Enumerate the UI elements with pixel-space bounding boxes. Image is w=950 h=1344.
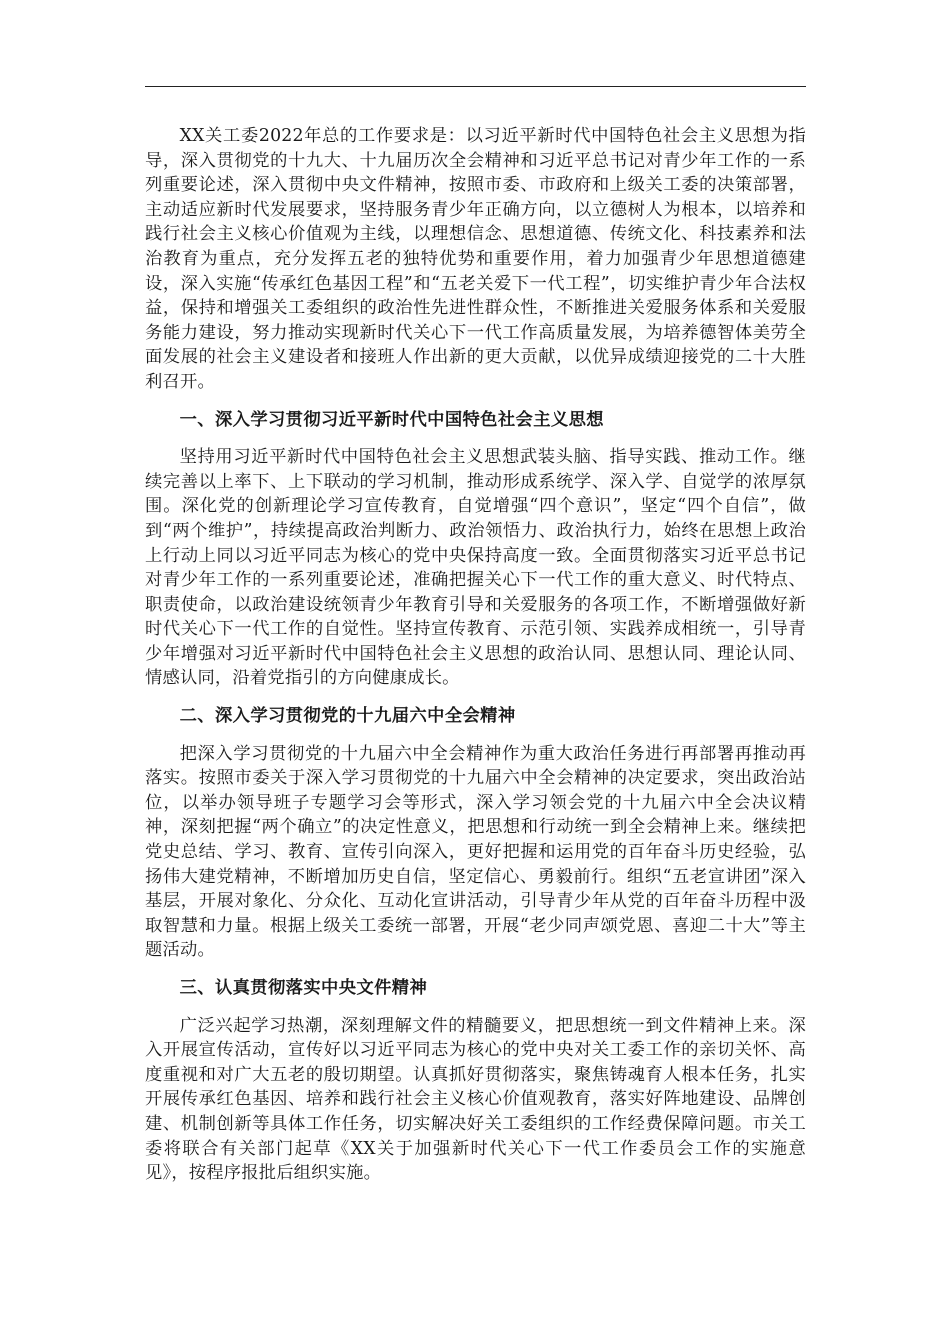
section-2-heading: 二、深入学习贯彻党的十九届六中全会精神 [179, 706, 516, 727]
header-rule [145, 86, 806, 87]
section-2-body: 把深入学习贯彻党的十九届六中全会精神作为重大政治任务进行再部署再推动再落实。按照市委关于深入学习贯彻党的十九届六中全会精神的决定要求，突出政治站位，以举办领导班子专题学习会等形式，深入学习领会党的十九届六中全会决议精神，深刻把握“两个确立”的决定性意义，把思想和行动统一到全会精神上来。继续把党史总结、学习、教育、宣传引向深入，更好把握和运用党的百年奋斗历史经验，弘扬伟大建党精神，不断增加历史自信，坚定信心、勇毅前行。组织“五老宣讲团”深入基层，开展对象化、分众化、互动化宣讲活动，引导青少年从党的百年奋斗历程中汲取智慧和力量。根据上级关工委统一部署，开展“老少同声颂党恩、喜迎二十大”等主题活动。 [145, 743, 806, 961]
section-1-heading: 一、深入学习贯彻习近平新时代中国特色社会主义思想 [179, 409, 604, 430]
section-3-body: 广泛兴起学习热潮，深刻理解文件的精髓要义，把思想统一到文件精神上来。深入开展宣传活动，宣传好以习近平同志为核心的党中央对关工委工作的亲切关怀、高度重视和对广大五老的殷切期望。认真抓好贯彻落实，聚焦铸魂育人根本任务，扎实开展传承红色基因、培养和践行社会主义核心价值观教育，落实好阵地建设、品牌创建、机制创新等具体工作任务，切实解决好关工委组织的工作经费保障问题。市关工委将联合有关部门起草《XX关于加强新时代关心下一代工作委员会工作的实施意见》，按程序报批后组织实施。 [145, 1015, 806, 1184]
section-1-body: 坚持用习近平新时代中国特色社会主义思想武装头脑、指导实践、推动工作。继续完善以上率下、上下联动的学习机制，推动形成系统学、深入学、自觉学的浓厚氛围。深化党的创新理论学习宣传教育，自觉增强“四个意识”，坚定“四个自信”，做到“两个维护”，持续提高政治判断力、政治领悟力、政治执行力，始终在思想上政治上行动上同以习近平同志为核心的党中央保持高度一致。全面贯彻落实习近平总书记对青少年工作的一系列重要论述，准确把握关心下一代工作的重大意义、时代特点、职责使命，以政治建设统领青少年教育引导和关爱服务的各项工作，不断增强做好新时代关心下一代工作的自觉性。坚持宣传教育、示范引领、实践养成相统一，引导青少年增强对习近平新时代中国特色社会主义思想的政治认同、思想认同、理论认同、情感认同，沿着党指引的方向健康成长。 [145, 447, 806, 689]
document-body [145, 124, 806, 1186]
intro-paragraph: XX关工委2022年总的工作要求是：以习近平新时代中国特色社会主义思想为指导，深入贯彻党的十九大、十九届历次全会精神和习近平总书记对青少年工作的一系列重要论述，深入贯彻中央文件精神，按照市委、市政府和上级关工委的决策部署，主动适应新时代发展要求，坚持服务青少年正确方向，以立德树人为根本，以培养和践行社会主义核心价值观为主线，以理想信念、思想道德、传统文化、科技素养和法治教育为重点，充分发挥五老的独特优势和重要作用，着力加强青少年思想道德建设，深入实施“传承红色基因工程”和“五老关爱下一代工程”，切实维护青少年合法权益，保持和增强关工委组织的政治性先进性群众性，不断推进关爱服务体系和关爱服务能力建设，努力推动实现新时代关心下一代工作高质量发展，为培养德智体美劳全面发展的社会主义建设者和接班人作出新的更大贡献，以优异成绩迎接党的二十大胜利召开。 [145, 126, 806, 392]
section-3-heading: 三、认真贯彻落实中央文件精神 [179, 978, 428, 998]
